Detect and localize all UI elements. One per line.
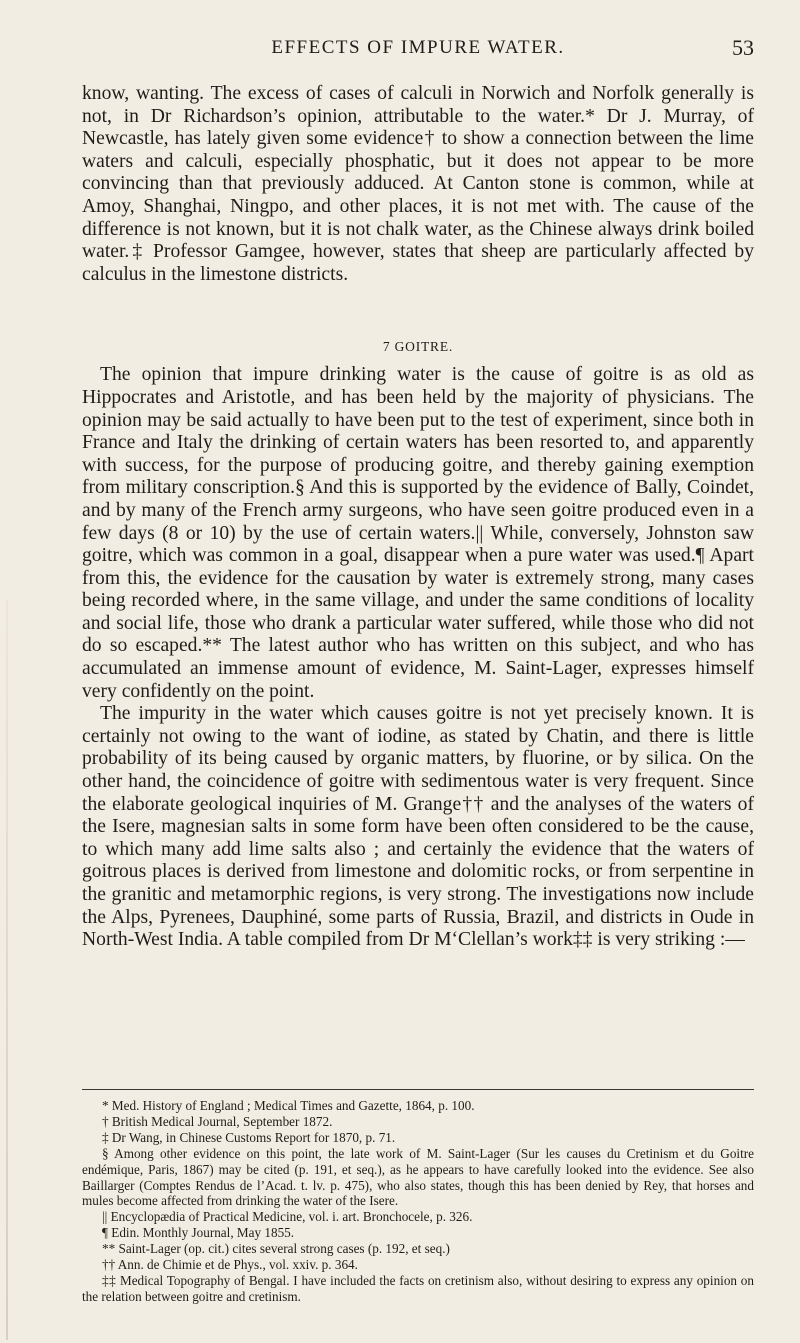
page-header [82, 37, 754, 67]
body-text [82, 83, 754, 952]
footnote: § Among other evidence on this point, the late work of M. Saint-Lager (Sur les causes du Cretinism et du Goitre endémique, Paris, 1867) may be cited (p. 191, et seq.), as he appears to have carefully looked into the evidence. See also Baillarger (Comptes Rendus de l’Acad. t. lv. p. 475), who also states, though this has been denied by Rey, that horses and mules become affected from drinking the water of the Isere. [82, 1145, 754, 1209]
paragraph-goitre-impurity: The impurity in the water which causes goitre is not yet precisely known. It is certainly not owing to the want of iodine, as stated by Chatin, and there is little probability of its being caused by organic matters, by fluorine, or by silica. On the other hand, the coincidence of goitre with sedimentous water is very frequent. Since the elaborate geological inquiries of M. Grange†† and the analyses of the waters of the Isere, magnesian salts in some form have been often considered to be the cause, to which many add lime salts also ; and certainly the evidence that the waters of goitrous places is derived from limestone and dolomitic rocks, or from serpentine in the granitic and metamorphic regions, is very strong. The investigations now include the Alps, Pyrenees, Dauphiné, some parts of Russia, Brazil, and districts in Oude in North-West India. A table compiled from Dr M‘Clellan’s work‡‡ is very striking :— [82, 703, 754, 951]
footnote: ‡ Dr Wang, in Chinese Customs Report for 1870, p. 71. [102, 1129, 396, 1145]
footnote: † British Medical Journal, September 1872. [102, 1113, 333, 1129]
footnotes [82, 1098, 754, 1305]
paragraph-goitre-opinion: The opinion that impure drinking water is the cause of goitre is as old as Hippocrates and Aristotle, and has been held by the majority of physicians. The opinion may be said actually to have been put to the test of experiment, since both in France and Italy the drinking of certain waters has been resorted to, and apparently with success, for the purpose of producing goitre, and thereby gaining exemption from military conscription.§ And this is supported by the evidence of Bally, Coindet, and by many of the French army surgeons, who have seen goitre produced even in a few days (8 or 10) by the use of certain waters.|| While, conversely, Johnston saw goitre, which was common in a goal, disappear when a pure water was used.¶ Apart from this, the evidence for the causation by water is extremely strong, many cases being recorded where, in the same village, and under the same conditions of locality and social life, those who drank a particular water suffered, while those who did not do so escaped.** The latest author who has written on this subject, and who has accumulated an immense amount of evidence, M. Saint-Lager, expresses himself very confidently on the point. [82, 364, 754, 702]
footnote: ** Saint-Lager (op. cit.) cites several strong cases (p. 192, et seq.) [102, 1241, 450, 1257]
running-head: EFFECTS OF IMPURE WATER. [271, 37, 565, 58]
page-number: 53 [732, 35, 754, 60]
book-page [82, 0, 754, 1343]
footnote: ‡‡ Medical Topography of Bengal. I have included the facts on cretinism also, without desiring to express any opinion on the relation between goitre and cretinism. [82, 1272, 754, 1304]
footnote: * Med. History of England ; Medical Times and Gazette, 1864, p. 100. [102, 1098, 475, 1113]
footnote: ¶ Edin. Monthly Journal, May 1855. [102, 1225, 295, 1241]
section-heading-goitre: 7 GOITRE. [382, 339, 454, 355]
footnote: || Encyclopædia of Practical Medicine, vol. i. art. Bronchocele, p. 326. [102, 1209, 473, 1225]
footnote-rule [82, 1089, 754, 1090]
paragraph-calculi: know, wanting. The excess of cases of calculi in Norwich and Norfolk generally is not, in Dr Richardson’s opinion, attributable to the water.* Dr J. Murray, of Newcastle, has lately given some evidence† to show a connection between the lime waters and calculi, especially phosphatic, but it does not appear to be more convincing than that previously adduced. At Canton stone is common, while at Amoy, Shanghai, Ningpo, and other places, it is not met with. The cause of the difference is not known, but it is not chalk water, as the Chinese always drink boiled water.‡ Professor Gamgee, however, states that sheep are particularly affected by calculus in the limestone districts. [82, 83, 754, 285]
page-edge-shadow [6, 600, 8, 1340]
footnote: †† Ann. de Chimie et de Phys., vol. xxiv. p. 364. [102, 1257, 358, 1273]
